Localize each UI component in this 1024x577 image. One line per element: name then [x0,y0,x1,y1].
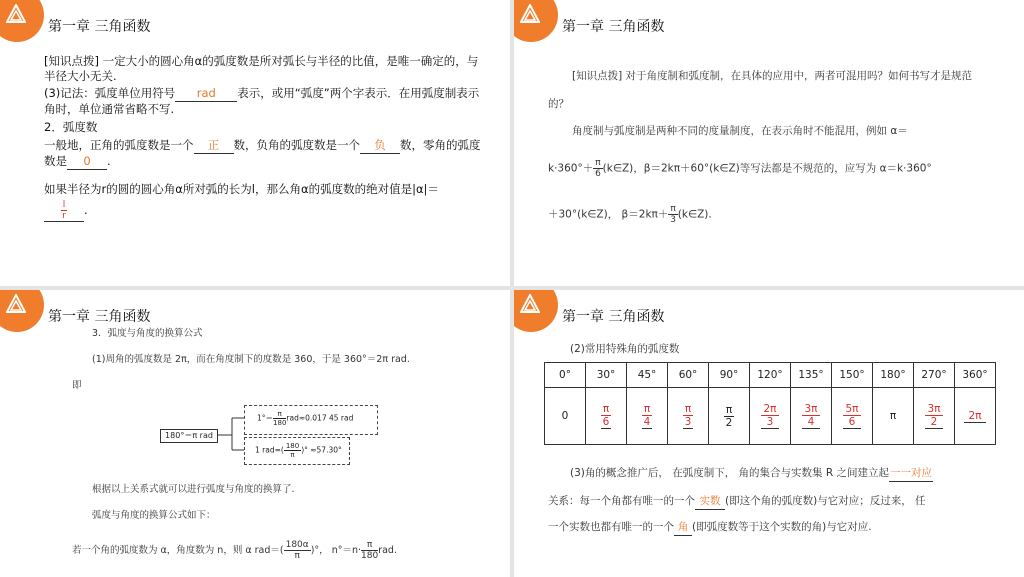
answer-negative: 负 [360,138,400,154]
notation-text-a: (3)记法：弧度单位用符号 [44,86,176,100]
abs-end: . [84,203,88,217]
formula-line [72,540,397,561]
radian-fraction [601,403,611,429]
frac-den: 3 [761,416,778,429]
frac-num: π [643,403,651,415]
concept-2b: (即这个角的弧度数)与它对应；反过来， 任 [725,495,926,507]
frac-num: π [670,204,676,214]
concept-3b: (即弧度数等于这个实数的角)与它对应. [692,521,872,533]
radian-cell [750,388,791,445]
box-bot-b: )° ≈57.30° [301,445,342,455]
section-heading: 3．弧度与角度的换算公式 [92,328,203,339]
line3-a: ＋30°(k∈Z)， β＝2kπ＋ [548,208,669,221]
conversion-note: 根据以上关系式就可以进行弧度与角度的换算了. [92,484,295,495]
concept-3a: 一个实数也都有唯一的一个 [548,521,674,533]
frac-num: 3π [927,403,941,415]
triangle-logo-icon [6,4,26,24]
frac-num: l [62,200,66,210]
radian-cell [832,388,873,445]
frac-180-pi [284,442,301,459]
radian-row [545,388,996,445]
abs-paragraph: 如果半径为r的圆的圆心角α所对弧的长为l，那么角α的弧度数的绝对值是|α|＝ [44,182,439,196]
radian-cell [873,388,914,445]
radian-fraction [642,403,652,429]
line2-a: k·360°＋ [548,162,594,175]
concept-2a: 关系：每一个角都有唯一的一个 [548,495,695,507]
notation-text-b: 表示，或用“弧度”两个字表示．在用弧度制表示角时，单位通常省略不写. [44,86,480,116]
frac-pi-180 [273,410,286,427]
frac-den: 6 [595,169,601,179]
slide-title: 第一章 三角函数 [48,19,151,35]
degree-cell: 90° [709,363,750,388]
answer-real-number: 实数 [695,494,725,510]
concept-line-3 [548,520,872,536]
answer-positive: 正 [194,138,234,154]
degree-cell: 120° [750,363,791,388]
table-heading: (2)常用特殊角的弧度数 [570,343,680,355]
frac-num: 180α [285,540,309,550]
slide-1[interactable] [0,0,510,286]
triangle-logo-icon [520,4,540,24]
abs-fraction [44,200,84,222]
radian-fraction [843,403,860,429]
rad-to-degree-box [244,437,350,465]
frac-num: 180 [285,442,300,450]
radian-value: 0 [561,410,569,422]
degree-cell: 45° [627,363,668,388]
degree-row [545,363,996,388]
sign-text-c: 数，零角的弧度数是 [44,138,481,168]
sign-paragraph [44,138,489,170]
radian-cell [955,388,996,445]
degree-to-rad-box [244,405,378,435]
brand-logo [514,0,558,42]
formula-a: 若一个角的弧度数为 α，角度数为 n，则 α rad＝( [72,545,284,556]
degree-cell: 135° [791,363,832,388]
box-top-b: rad≈0.017 45 rad [286,413,354,423]
formula-b: )°， n°＝n· [310,545,362,556]
slide-title: 第一章 三角函数 [48,309,151,325]
radian-cell [627,388,668,445]
slide-4[interactable] [514,290,1024,577]
radian-cell [791,388,832,445]
frac-den: 4 [643,416,651,428]
frac-den: 2 [725,416,733,429]
radian-cell [668,388,709,445]
tip-question: [知识点拨] 对于角度制和弧度制，在具体的应用中，两者可混用吗？如何书写才是规范的？ [548,70,973,110]
frac-num: π [684,403,692,415]
frac-pi-6 [593,158,602,179]
frac-den: 4 [802,416,819,429]
answer-rad: rad [175,86,237,102]
slide-2[interactable] [514,0,1024,286]
radian-fraction [683,403,693,429]
radian-fraction [925,403,942,429]
frac-den: 180 [273,419,287,427]
slide-title: 第一章 三角函数 [562,309,665,325]
radian-fraction [761,403,778,429]
frac-den: 2 [925,416,942,429]
frac-den: 180 [361,551,379,561]
box-bot-a: 1 rad=( [255,445,284,455]
frac-num: 2π [763,403,777,415]
degree-cell: 270° [914,363,955,388]
radian-value: 2π [964,410,985,423]
concept-line-1 [570,466,933,482]
frac-den: r [62,211,66,221]
box-top-a: 1°＝ [257,413,274,423]
explanation-line-1: 角度制与弧度制是两种不同的度量制度，在表示角时不能混用，例如 α＝ [572,125,908,137]
radian-cell [545,388,586,445]
frac-den: π [290,451,295,459]
brand-logo [0,0,44,42]
radian-fraction [802,403,819,429]
ie-text: 即 [72,380,82,391]
line2-b: (k∈Z)，β＝2kπ＋60°(k∈Z)等写法都是不规范的，应写为 α＝k·360° [602,162,932,175]
frac-pi-3 [668,204,677,225]
knowledge-tip: [知识点拨] 一定大小的圆心角α的弧度数是所对弧长与半径的比值，是唯一确定的，与半径大小无关. [44,54,479,83]
sign-text-d: . [107,154,111,168]
answer-angle: 角 [674,520,692,536]
slide-3[interactable] [0,290,510,577]
radian-cell [709,388,750,445]
concept-line-2 [548,494,926,510]
frac-den: 3 [684,416,692,428]
line3-b: (k∈Z). [677,208,712,221]
frac-den: 6 [843,416,860,429]
frac-den: π [294,551,300,561]
degree-cell: 60° [668,363,709,388]
radian-value: π [889,410,897,422]
radian-cell [586,388,627,445]
degree-cell: 180° [873,363,914,388]
frac-den: 6 [602,416,610,428]
section-heading: 2．弧度数 [44,120,98,134]
concept-1a: (3)角的概念推广后， 在弧度制下， 角的集合与实数集 R 之间建立起 [570,467,890,479]
formula-c: rad. [378,545,397,556]
frac-num: π [595,158,601,168]
special-angles-table [544,362,996,445]
frac-num: 3π [804,403,818,415]
triangle-logo-icon [520,294,540,314]
explanation-line-2 [548,158,1008,179]
frac-num: π [725,403,733,416]
formula-intro: 弧度与角度的换算公式如下： [92,510,216,521]
full-angle-text: (1)周角的弧度数是 2π，而在角度制下的度数是 360，于是 360°＝2π rad. [92,354,410,365]
frac-num: 5π [845,403,859,415]
answer-one-to-one: 一一对应 [889,466,933,482]
degree-cell: 0° [545,363,586,388]
notation-paragraph [44,86,489,117]
sign-text-b: 数，负角的弧度数是一个 [233,138,360,152]
degree-cell: 360° [955,363,996,388]
degree-cell: 150° [832,363,873,388]
frac-num: π [602,403,610,415]
radian-fraction [724,404,734,429]
sign-text-a: 一般地，正角的弧度数是一个 [44,138,194,152]
explanation-line-3 [548,204,1008,225]
frac-num: π [361,540,378,551]
radian-cell [914,388,955,445]
frac-180alpha-pi [284,540,311,561]
frac-pi-180 [361,540,378,561]
frac-num: π [273,410,286,419]
abs-answer [44,200,88,222]
main-relation-box: 180°＝π rad [160,429,218,443]
slide-title: 第一章 三角函数 [562,19,665,35]
brand-logo [514,290,558,332]
answer-zero: 0 [67,154,107,170]
degree-cell: 30° [586,363,627,388]
frac-den: 3 [670,215,676,225]
